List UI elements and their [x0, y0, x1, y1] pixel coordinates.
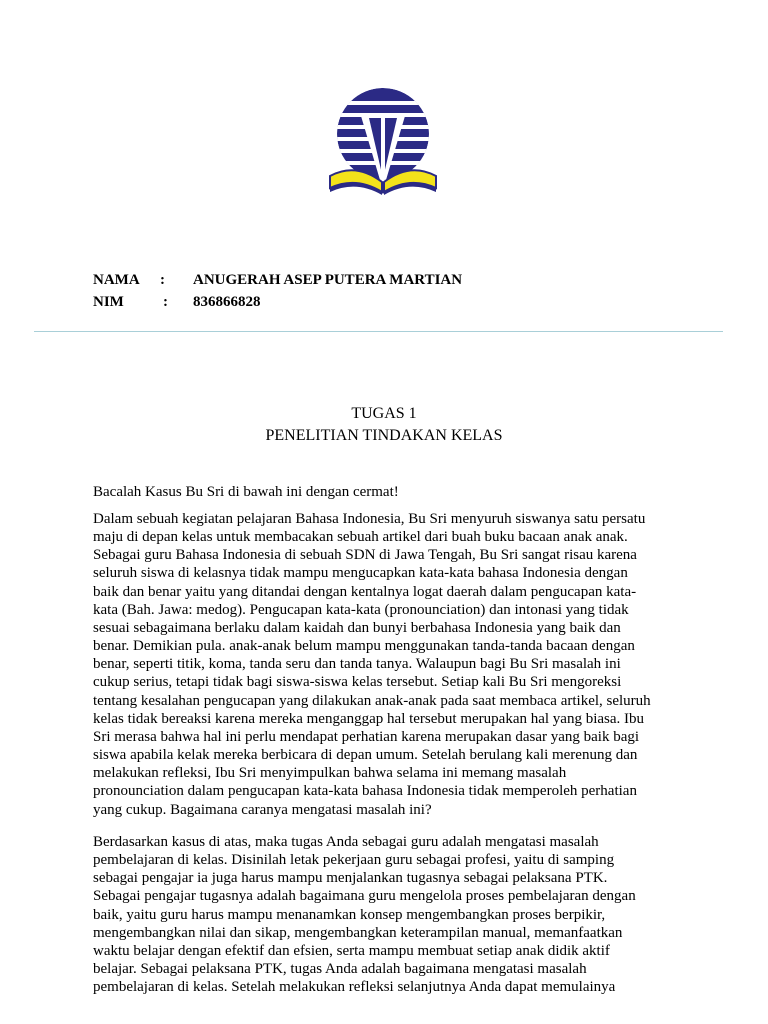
paragraph-line: sesuai sebagaimana berlaku dalam kaidah dan bunyi berbahasa Indonesia yang baik dan — [93, 619, 621, 636]
paragraph-line: Berdasarkan kasus di atas, maka tugas Anda sebagai guru adalah mengatasi masalah — [93, 834, 599, 850]
nim-value: 836866828 — [193, 294, 261, 310]
name-label: NAMA — [93, 272, 140, 288]
divider — [34, 331, 723, 332]
nim-colon: : — [163, 294, 168, 310]
paragraph-line: Sri merasa bahwa hal ini perlu mendapat perhatian karena merupakan dasar yang baik bagi — [93, 728, 640, 745]
name-value: ANUGERAH ASEP PUTERA MARTIAN — [193, 272, 463, 288]
paragraph-line: Dalam sebuah kegiatan pelajaran Bahasa Indonesia, Bu Sri menyuruh siswanya satu persatu — [93, 511, 646, 527]
assignment-subtitle: PENELITIAN TINDAKAN KELAS — [265, 427, 503, 444]
paragraph-line: yang cukup. Bagaimana caranya mengatasi masalah ini? — [93, 801, 432, 818]
paragraph-line: benar, seperti titik, koma, tanda seru dan tanda tanya. Walaupun bagi Bu Sri masalah ini — [93, 656, 621, 673]
paragraph-line: waktu belajar dengan efektif dan efsien, serta mampu membuat setiap anak didik aktif — [93, 942, 610, 959]
paragraph-line: pembelajaran di kelas. Disinilah letak pekerjaan guru sebagai profesi, yaitu di samping — [93, 852, 615, 869]
case-paragraph — [93, 510, 668, 819]
paragraph-line: mengembangkan nilai dan sikap, mengembangkan keterampilan manual, memanfaatkan — [93, 924, 623, 941]
paragraph-line: belajar. Sebagai pelaksana PTK, tugas Anda adalah bagaimana mengatasi masalah — [93, 961, 587, 978]
paragraph-line: melakukan refleksi, Ibu Sri menyimpulkan bahwa selama ini memang masalah — [93, 765, 567, 782]
paragraph-line: Sebagai pengajar tugasnya adalah bagaimana guru mengelola proses pembelajaran dengan — [93, 888, 636, 905]
paragraph-line: sebagai pengajar ia juga harus mampu menjalankan tugasnya sebagai pelaksana PTK. — [93, 870, 608, 887]
assignment-title: TUGAS 1 — [351, 405, 417, 422]
paragraph-line: pronounciation dalam pengucapan kata-kata bahasa Indonesia tidak memperoleh perhatian — [93, 783, 637, 800]
paragraph-line: benar. Demikian pula. anak-anak belum mampu menggunakan tanda-tanda bacaan dengan — [93, 638, 635, 655]
name-colon: : — [160, 272, 165, 288]
paragraph-line: maju di depan kelas untuk membacakan sebuah artikel dari buah buku bacaan anak anak. — [93, 529, 628, 546]
paragraph-line: kelas tidak bereaksi karena mereka menganggap hal tersebut merupakan hal yang biasa. Ibu — [93, 710, 645, 727]
paragraph-line: kata (Bah. Jawa: medog). Pengucapan kata-kata (pronounciation) dan intonasi yang tidak — [93, 601, 629, 618]
paragraph-line: Sebagai guru Bahasa Indonesia di sebuah SDN di Jawa Tengah, Bu Sri sangat risau karena — [93, 547, 637, 564]
university-emblem-logo — [328, 84, 438, 196]
paragraph-line: baik dan benar yaitu yang ditandai dengan kentalnya logat daerah dalam pengucapan kata- — [93, 583, 637, 600]
paragraph-line: cukup serius, tetapi tidak bagi siswa-siswa kelas tersebut. Setiap kali Bu Sri mengoreksi — [93, 674, 622, 691]
nim-label: NIM — [93, 294, 124, 310]
paragraph-line: siswa apabila kelak mereka berbicara di depan umum. Setelah berulang kali merenung dan — [93, 747, 638, 764]
task-paragraph — [93, 833, 668, 996]
paragraph-line: baik, yaitu guru harus mampu menanamkan konsep mengembangkan proses berpikir, — [93, 906, 606, 923]
intro-instruction: Bacalah Kasus Bu Sri di bawah ini dengan cermat! — [93, 484, 399, 500]
paragraph-line: pembelajaran di kelas. Setelah melakukan refleksi selanjutnya Anda dapat memulainya — [93, 979, 616, 996]
paragraph-line: tentang kesalahan pengucapan yang dilakukan anak-anak pada saat membaca artikel, seluruh — [93, 692, 651, 709]
paragraph-line: seluruh siswa di kelasnya tidak mampu mengucapkan kata-kata bahasa Indonesia dengan — [93, 565, 628, 582]
